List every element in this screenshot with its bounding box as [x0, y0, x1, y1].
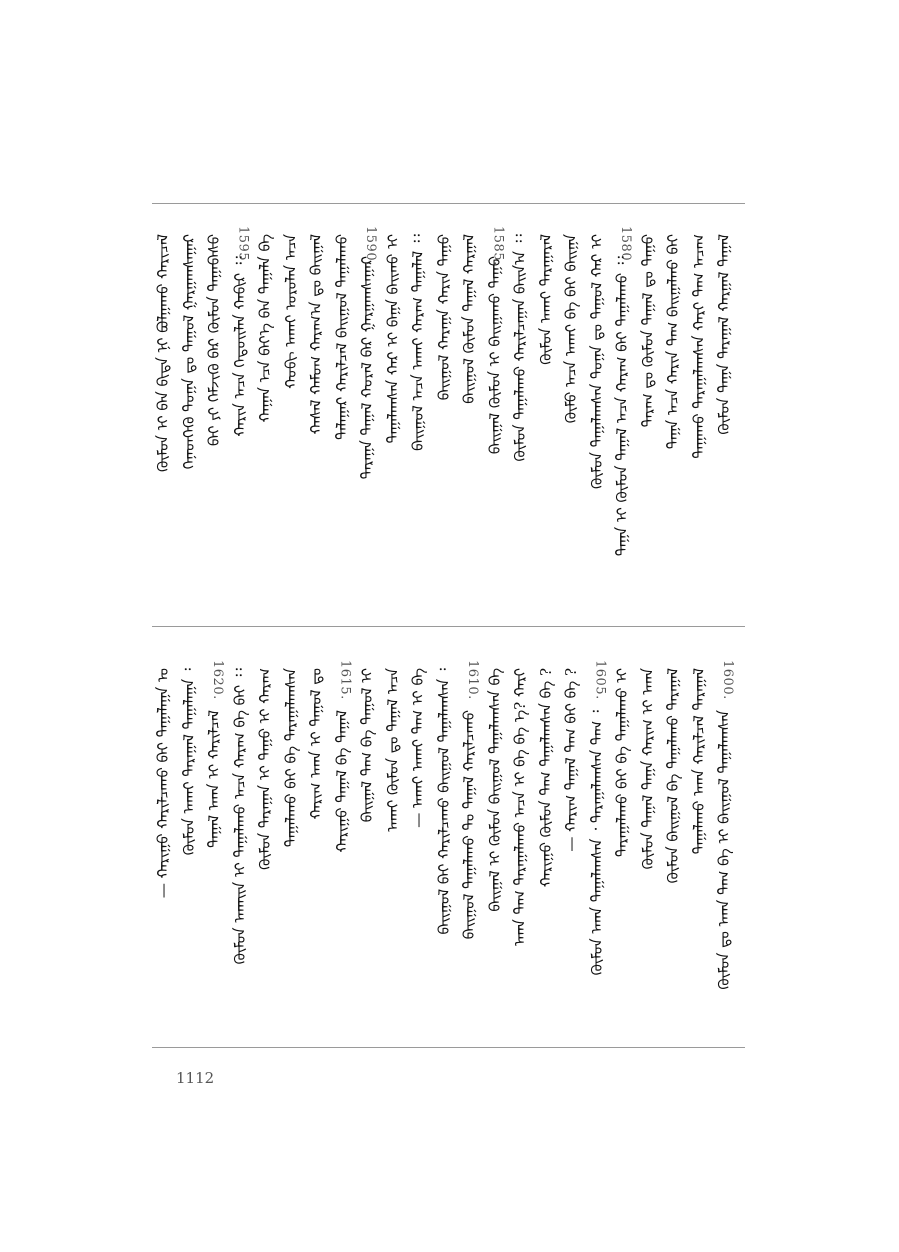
verse-line: ᠲᠠᠷᠠᠭᠠ ᠲᠠᠭᠠᠯ ᠬᠤᠷᠠᠯ ᠪᠠᠷ ᠭᠠᠷᠭᠠᠭᠰᠠᠭᠠᠷ [358, 256, 376, 480]
verse-line: ᠬᠦᠮᠦᠨ ᠲᠠᠭᠠᠯ ᠲᠠᠭᠠ ᠬᠠᠷᠢᠭ ᠢ ᠠᠬᠠ [638, 668, 657, 870]
text-column [305, 660, 327, 920]
verse-line: ᠬᠦᠮᠦᠨ ᠲᠠᠭᠠᠯᠠᠬᠤ ᠬᠠᠷᠢᠯᠴᠠᠭᠠᠨ ᠪᠠᠢᠨ᠎ᠠ ᠄᠄ [511, 234, 529, 462]
verse-line: ᠬᠠᠷᠢᠨ ᠠᠴᠠ ᠬᠡᠳᠦᠢᠯᠡᠨ ᠬᠠᠪᠢᠷ ᠄᠄ [230, 256, 249, 437]
verse-line: ᠬᠦᠮᠦᠨ ᠲᠠᠭᠠ ᠲᠠᠷᠠᠭᠠᠯ ᠬᠠᠷᠭᠠᠯ ᠲᠠᠭᠠᠯ [715, 234, 733, 435]
verse-line: ᠲᠠᠭᠠᠯᠠᠭᠰᠠᠨ ᠬᠠᠷ ᠢ ᠪᠠᠭᠠ ᠪᠠᠢᠬᠤ ᠢ [383, 234, 402, 444]
text-column [331, 226, 353, 496]
text-column [509, 226, 531, 496]
verse-line: ᠲᠠᠭᠠᠯ ᠠᠬᠠ ᠢ ᠬᠠᠷᠢᠯᠴᠠᠯ [205, 710, 223, 848]
top-text-block [152, 226, 745, 557]
text-column [178, 226, 200, 496]
text-column [254, 226, 276, 496]
text-column [458, 226, 480, 496]
line-number: 1600. [720, 660, 735, 700]
verse-line: ᠪᠠᠢ ᠶᠢ ᠬᠡᠮᠵᠢᠬᠦ ᠪᠡᠷ ᠬᠦᠮᠦᠨ ᠳᠠᠭᠠᠪᠠᠰᠤ [205, 234, 223, 446]
verse-line: ᠬᠠᠷᠢᠭᠤ ᠬᠦᠮᠦᠨ ᠲᠠᠭ ᠲᠠᠭᠠᠯᠠᠭᠰᠠᠨ ᠪᠠ ? [536, 668, 555, 888]
text-column [178, 660, 200, 920]
verse-line: ᠪᠠᠢᠭᠤᠯ ᠠᠴᠠ ᠠᠬᠠᠢ ᠬᠠᠷᠠᠭ ᠲᠠᠭᠠᠯᠠᠯ ᠄᠄ [409, 234, 427, 451]
verse-line: ᠬᠦᠮᠦᠨ ᠲᠠᠷᠠᠭᠠᠨ ᠢ ᠲᠠᠭᠤ ᠢ ᠬᠠᠷᠠᠭ [256, 668, 274, 870]
text-column [356, 226, 378, 496]
line-number: 1620. [210, 660, 225, 700]
text-column [662, 226, 684, 496]
line-number: 1595. [235, 226, 251, 266]
page-number: 1112 [176, 1069, 215, 1087]
text-column [458, 660, 480, 940]
verse-line: ᠲᠠᠭᠠ ᠢ ᠬᠦᠮᠦᠨ ᠲᠠᠭᠠᠯ ᠠᠴᠠ ᠬᠠᠷᠠᠭ ᠪᠠᠢ ᠲᠠᠭᠠᠯᠠᠬᠤ ᠄᠄ [613, 256, 631, 557]
text-column [688, 660, 710, 920]
verse-line: ᠪᠠᠢᠭᠤᠯ ᠲᠠᠭᠠᠯᠠᠬᠤ ᠲᠤ ᠲᠠᠭᠠᠯ ᠬᠠᠷᠢᠯᠴᠠᠬᠤ [460, 710, 478, 940]
text-column [229, 226, 251, 496]
line-number: 1605. [592, 660, 608, 700]
text-column [535, 226, 557, 496]
line-number: 1615. [337, 660, 353, 700]
bottom-text-block [152, 660, 745, 990]
text-column [637, 660, 659, 920]
text-column [535, 660, 557, 920]
verse-line: ᠲᠠᠯᠠᠭᠠᠷ ᠬᠠᠷᠢᠯᠴᠠᠯ ᠪᠠᠢᠭᠤᠯ ᠲᠠᠭᠠᠯᠠᠬᠤ [332, 234, 351, 440]
text-column [484, 226, 506, 496]
text-column [586, 226, 608, 496]
text-column [382, 660, 404, 920]
text-column [713, 660, 735, 990]
verse-line: — ᠬᠠᠷᠢᠭᠤ ᠬᠠᠷᠢᠯᠴᠠᠬᠤ ᠪᠠᠢ ᠲᠠᠭᠠᠯᠠᠭᠠ ᠤ [154, 668, 172, 899]
line-number: 1590. [363, 226, 378, 266]
text-column [407, 226, 429, 496]
line-number: 1585. [490, 226, 506, 266]
verse-line: ᠬᠦᠮᠦᠨ ᠢ ᠪᠡᠨ ᠪᠢᠳᠡ ᠨᠢ ᠪᠣᠯᠭᠠᠬᠤ ᠬᠠᠷᠢᠴᠠᠯ [154, 234, 172, 472]
text-column [637, 226, 659, 496]
bottom-rule [152, 1047, 745, 1048]
verse-line: ᠬᠠᠭᠠᠨ ᠡᠴᠡ ᠪᠡᠶ᠎ᠡ ᠪᠡᠨ ᠲᠠᠭᠠᠯᠠ ᠪᠠ [256, 234, 274, 423]
text-column [688, 226, 710, 496]
top-rule [152, 203, 745, 204]
text-column [484, 660, 506, 920]
text-column [254, 660, 276, 920]
text-column [152, 226, 174, 496]
verse-line: ᠲᠠᠷᠠᠭ ᠳᠤ ᠬᠦᠮᠦᠨ ᠲᠠᠭᠠᠯ ᠳᠤ ᠲᠠᠭᠤ [638, 234, 657, 428]
verse-line: ᠬᠤᠪᠢ ᠠᠬᠠᠢ ᠣᠷᠣᠯᠠᠨ ᠠᠴᠠ [281, 234, 300, 389]
text-column [280, 660, 302, 920]
text-column [407, 660, 429, 920]
verse-line: ᠲᠠᠭᠠᠯᠠᠬᠤ ᠠᠬᠠ ᠬᠠᠷᠢᠯᠴᠠᠯ ᠲᠠᠷᠠᠭᠠᠯ [689, 668, 708, 855]
text-column [382, 226, 404, 496]
verse-line: ᠬᠦᠮᠦᠨ ᠲᠠᠭᠠᠯᠠᠭᠰᠠᠨ ᠲᠣᠭᠠ ᠳᠤ ᠲᠠᠭᠤᠯ ᠬᠠᠷ ᠢ [587, 234, 606, 490]
verse-line: — ᠠᠬᠠᠢ ᠠᠬᠠᠢ ᠲᠠᠭ ᠢ ᠪᠠ [409, 668, 427, 828]
verse-line: — ᠬᠠᠷᠢᠭ ᠲᠠᠭᠠᠯ ᠲᠠᠭ ᠪᠠᠢ ᠪᠠ ? [562, 668, 580, 852]
text-column [560, 226, 582, 496]
line-number: 1610. [465, 660, 480, 700]
verse-line: ᠬᠦᠮᠦᠨ ᠠᠬᠠ ᠲᠠᠭᠠᠯᠠᠭᠰᠠᠨ ᠂ ᠲᠠᠷᠠᠭᠠᠯᠠᠭᠰᠠᠨ ᠲᠠᠭ ᠄ [587, 710, 606, 976]
text-column [611, 660, 633, 920]
text-column [509, 660, 531, 946]
verse-line: ᠭᠡᠨᠡᠳᠬᠡᠬᠦ ᠲᠣᠭᠠ ᠳᠤ ᠲᠠᠭᠤᠯ ᠭᠠᠷᠭᠠᠭᠰᠠᠭᠠᠷ [179, 234, 198, 470]
verse-line: ᠬᠦᠮᠦᠨ ᠠᠬᠠᠢ ᠲᠠᠷᠠᠭᠠᠯ ᠲᠠᠭᠠᠯᠠᠭᠠ ᠄ [179, 668, 198, 856]
verse-line: ᠬᠦᠮᠦᠨ ᠠᠬᠠᠢ ᠲᠠᠷᠠᠭᠠᠷᠠᠯ [536, 234, 555, 365]
text-column [203, 226, 225, 496]
verse-line: ᠪᠠᠢᠭᠤᠯ ᠬᠠᠷᠠᠭᠠ ᠬᠠᠷᠢᠨ ᠲᠠᠭᠤ [434, 234, 453, 401]
text-column [433, 226, 455, 496]
verse-line: ᠪᠠᠢᠭᠠᠯ ᠲᠠᠭ ᠪᠠ ᠲᠠᠭᠤᠯ ᠢ [358, 668, 376, 823]
verse-line: ᠬᠦᠮᠦᠨ ᠳᠤ ᠠᠬᠠ ᠲᠠᠭ ᠪᠠ ᠢ ᠪᠠᠢᠭᠤᠯ ᠲᠠᠭᠠᠯᠠᠭᠰᠠᠨ [715, 710, 733, 990]
text-column [152, 660, 174, 920]
line-number: 1580. [618, 226, 633, 266]
verse-line: ᠲᠠᠭᠠᠯᠠᠬᠤ ᠪᠠᠢ ᠪᠠ ᠲᠠᠷᠠᠭᠠᠯᠠᠭᠰᠠᠨ [281, 668, 300, 848]
verse-line: ᠬᠠᠷᠢᠭᠤ ᠲᠠᠭᠠᠯ ᠪᠠ ᠲᠠᠭᠠᠯ [332, 710, 351, 853]
verse-line: ᠬᠦᠮᠦᠨ ᠠᠬᠠᠢᠨ ᠢ ᠲᠠᠭᠠᠯᠠᠬᠤ ᠠᠴᠠ ᠬᠠᠷᠠᠭ ᠪᠠ ᠪᠠᠢ ᠄᠄ [230, 668, 249, 965]
verse-line: ᠪᠠᠢᠭᠠᠯ ᠬᠦᠮᠦᠨ ᠢ ᠪᠠᠢᠭᠠᠬᠤ ᠲᠠᠭᠤ [485, 256, 504, 455]
text-column [611, 226, 633, 557]
verse-line: ᠲᠠᠭᠠ ᠠᠴᠠ ᠬᠠᠷᠢᠨ ᠲᠠᠭ ᠪᠠᠢᠭᠠᠯᠬᠤ ᠪᠠᠢ [664, 234, 682, 450]
text-column [713, 226, 735, 496]
verse-line: ᠠᠬᠠᠢ ᠬᠦᠮᠦᠨ ᠳᠤ ᠲᠠᠭᠠᠯ ᠠᠴᠠ [383, 668, 402, 832]
verse-line: ᠬᠦᠮᠦ ᠠᠴᠠ ᠠᠬᠠᠢ ᠪᠠ ᠪᠠᠢ ᠪᠠᠢᠭᠠ [562, 234, 580, 424]
middle-rule [152, 626, 745, 627]
verse-line: ᠪᠠᠢᠭᠤᠯ ᠬᠦᠮᠦᠨ ᠲᠠᠭᠠᠯ ᠬᠠᠷᠭᠠᠯ [460, 234, 478, 404]
verse-line: ᠬᠠᠰᠠᠯ ᠬᠠᠮᠤᠭ ᠬᠠᠷᠠᠭ᠎ᠠ ᠳᠤ ᠪᠠᠢᠭᠠᠯ [307, 234, 325, 435]
verse-line: ᠬᠠᠷᠢᠭ ᠠᠬᠠ ᠢ ᠲᠠᠭᠤᠯ ᠳᠤ [307, 668, 325, 820]
verse-line: ᠲᠠᠭᠠᠬᠤ ᠲᠠᠷᠠᠭᠠᠯᠠᠭᠰᠠᠨ ᠬᠠᠷᠢ ᠲᠠᠭ ᠠᠴᠠᠭ [689, 234, 708, 459]
text-column [662, 660, 684, 920]
verse-line: ᠲᠠᠷᠠᠭᠠᠯᠠᠬᠤ ᠪᠠᠢ ᠪᠠ ᠲᠠᠭᠠᠯᠠᠬᠤ ᠢ [613, 668, 631, 857]
verse-line: ᠬᠦᠮᠦᠨ ᠪᠠᠢᠭᠤᠯ ᠪᠠ ᠲᠠᠭᠠᠯᠠᠬᠤ ᠲᠠᠷᠠᠭᠠᠯ [664, 668, 682, 884]
text-column [331, 660, 353, 920]
text-column [203, 660, 225, 920]
verse-line: ᠪᠠᠢᠭᠤᠯ ᠪᠠᠢ ᠬᠠᠷᠢᠯᠴᠠᠬᠤ ᠪᠠᠢᠭᠤᠯ ᠲᠠᠭᠠᠯᠠᠭᠰᠠᠨ ᠄ [434, 668, 453, 935]
verse-line: ᠠᠬᠠ ᠲᠠᠭ ᠲᠠᠷᠠᠭᠠᠯᠠᠬᠤ ᠠᠴᠠ ᠢ ᠪᠠ ᠪᠠ ᠡ? ᠬᠠᠷᠢ [511, 668, 529, 946]
text-column [560, 660, 582, 920]
verse-line: ᠪᠠᠢᠭᠠᠯ ᠢ ᠬᠦᠮᠦᠨ ᠪᠠᠢᠭᠤᠯ ᠲᠠᠭᠠᠯᠠᠭᠰᠠᠨ ᠪᠠ [485, 668, 504, 912]
text-column [229, 660, 251, 965]
text-column [433, 660, 455, 935]
text-column [356, 660, 378, 920]
text-column [586, 660, 608, 976]
text-column [305, 226, 327, 496]
text-column [280, 226, 302, 496]
